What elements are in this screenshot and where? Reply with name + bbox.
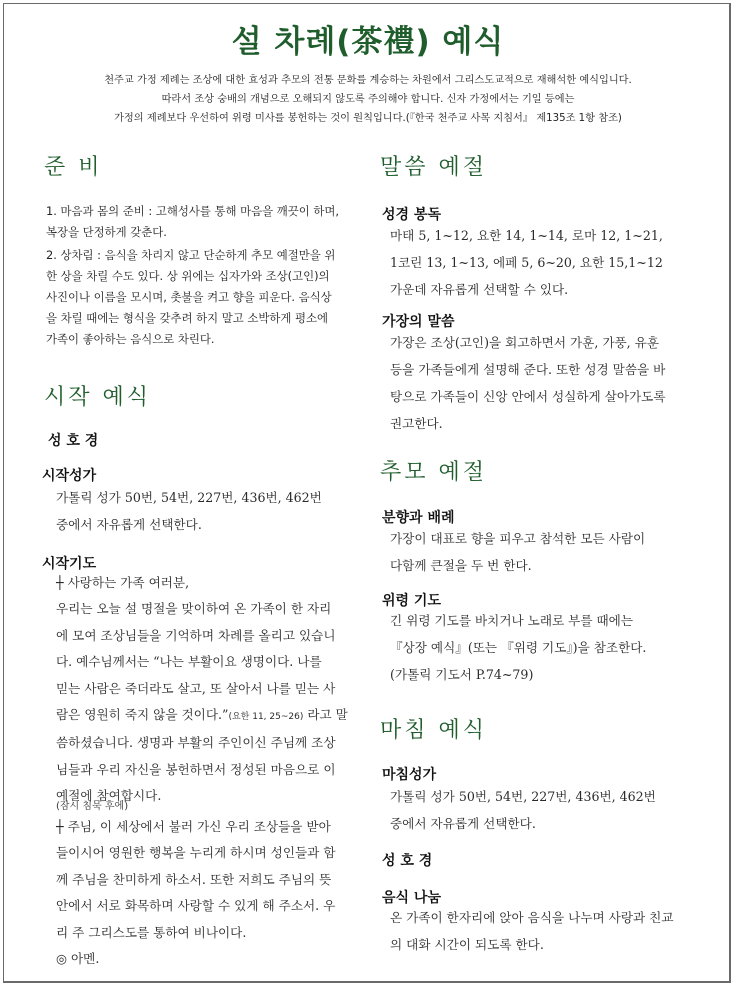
para-line: 긴 위령 기도를 바치거나 노래로 부를 때에는 [390, 613, 633, 628]
para-line: 『상장 예식』(또는 『위령 기도』)을 참조한다. [390, 640, 647, 655]
intro-line: 가정의 제례보다 우선하여 위령 미사를 봉헌하는 것이 원칙입니다.(『한국 천주교 사목 지침서』 제135조 1항 참조) [114, 113, 622, 124]
quote-after: 라고 말 [303, 707, 348, 723]
para-line: 가장이 대표로 향을 피우고 참석한 모든 사람이 [390, 531, 646, 546]
closing-hymn-text [390, 783, 656, 837]
reading-title: 성경 봉독 [382, 207, 441, 223]
prep-item-2 [46, 245, 335, 350]
para-line: 예절에 참여합시다. [56, 788, 162, 804]
prep-item-1 [46, 201, 339, 243]
opening-hymn-text [56, 484, 322, 538]
para-line: 들이시어 영원한 행복을 누리게 하시며 성인들과 함 [56, 845, 336, 861]
incense-title: 분향과 배례 [382, 510, 455, 526]
opening-prayer-title: 시작기도 [42, 556, 97, 572]
para-line: ┼ 주님, 이 세상에서 불러 가신 우리 조상들을 받아 [56, 819, 331, 834]
para-line: 중에서 자유롭게 선택한다. [56, 517, 202, 532]
para-line: 중에서 자유롭게 선택한다. [390, 816, 536, 831]
para-line: 마태 5, 1~12, 요한 14, 1~14, 로마 12, 1~21, [390, 228, 663, 243]
para-line: 가장은 조상(고인)을 회고하면서 가훈, 가풍, 유훈 [390, 335, 659, 350]
list-line: 복장을 단정하게 갖춘다. [46, 225, 167, 239]
list-line: 2. 상차림 : 음식을 차리지 않고 단순하게 추모 예절만을 위 [46, 248, 336, 262]
para-line [56, 702, 348, 730]
para-line: 안에서 서로 화목하며 사랑할 수 있게 해 주소서. 우 [56, 898, 336, 914]
bible-reference: (요한 11, 25~26) [228, 712, 304, 723]
opening-hymn-title: 시작성가 [42, 468, 97, 484]
meal-text [390, 904, 674, 958]
section-heading-word: 말씀 예절 [380, 155, 488, 180]
silence-note: (잠시 침묵 후에) [56, 801, 129, 812]
memorial-prayer-text [390, 607, 646, 688]
list-line: 1. 마음과 몸의 준비 : 고해성사를 통해 마음을 깨끗이 하며, [46, 204, 339, 218]
amen-line: ◎ 아멘. [56, 951, 100, 967]
meal-title: 음식 나눔 [382, 890, 441, 906]
sign-of-cross-label: 성 호 경 [48, 433, 99, 449]
list-line: 가족이 좋아하는 음식으로 차린다. [46, 332, 215, 346]
quote-text: 람은 영원히 죽지 않을 것이다.” [56, 707, 229, 723]
section-heading-memorial: 추모 예절 [380, 460, 488, 485]
intro-text [40, 71, 696, 128]
opening-prayer-1 [56, 570, 348, 810]
para-line: 온 가족이 한자리에 앉아 음식을 나누며 사랑과 친교 [390, 910, 674, 925]
opening-prayer-2 [56, 814, 336, 972]
para-line: ┼ 사랑하는 가족 여러분, [56, 575, 190, 590]
para-line: 께 주님을 찬미하게 하소서. 또한 저희도 주님의 뜻 [56, 871, 332, 887]
page-title: 설 차례(茶禮) 예식 [231, 24, 505, 60]
incense-text [390, 525, 645, 579]
reading-text [390, 222, 663, 303]
para-line: 의 대화 시간이 되도록 한다. [390, 937, 544, 952]
para-line: 탕으로 가족들이 신앙 안에서 성실하게 살아가도록 [390, 389, 666, 404]
para-line: 가톨릭 성가 50번, 54번, 227번, 436번, 462번 [56, 490, 322, 505]
para-line: 님들과 우리 자신을 봉헌하면서 정성된 마음으로 이 [56, 761, 336, 777]
family-word-title: 가장의 말씀 [382, 314, 455, 330]
list-line: 한 상을 차릴 수도 있다. 상 위에는 십자가와 조상(고인)의 [46, 269, 330, 283]
family-word-text [390, 329, 666, 437]
intro-line: 천주교 가정 제례는 조상에 대한 효성과 추모의 전통 문화를 계승하는 차원에서 그리스도교적으로 재해석한 예식입니다. [104, 75, 632, 86]
intro-line: 따라서 조상 숭배의 개념으로 오해되지 않도록 주의해야 합니다. 신자 가정에서는 기일 등에는 [161, 94, 575, 105]
closing-sign-of-cross: 성 호 경 [382, 853, 433, 869]
para-line: 가톨릭 성가 50번, 54번, 227번, 436번, 462번 [390, 789, 656, 804]
para-line: 1코린 13, 1~13, 에페 5, 6~20, 요한 15,1~12 [390, 255, 663, 270]
memorial-prayer-title: 위령 기도 [382, 593, 441, 609]
para-line: 씀하셨습니다. 생명과 부활의 주인이신 주님께 조상 [56, 735, 336, 751]
para-line: 다함께 큰절을 두 번 한다. [390, 558, 532, 573]
list-line: 사진이나 이름을 모시며, 촛불을 켜고 향을 피운다. 음식상 [46, 290, 332, 304]
para-line: 우리는 오늘 설 명절을 맞이하여 온 가족이 한 자리 [56, 601, 332, 617]
para-line: 가운데 자유롭게 선택할 수 있다. [390, 282, 569, 297]
section-heading-opening: 시작 예식 [44, 385, 152, 410]
section-heading-closing: 마침 예식 [380, 718, 488, 743]
para-line: 믿는 사람은 죽더라도 살고, 또 살아서 나를 믿는 사 [56, 680, 336, 696]
closing-hymn-title: 마침성가 [382, 767, 437, 783]
para-line: 다. 예수님께서는 “나는 부활이요 생명이다. 나를 [56, 654, 322, 670]
para-line: 리 주 그리스도를 통하여 비나이다. [56, 924, 247, 940]
para-line: 등을 가족들에게 설명해 준다. 또한 성경 말씀을 바 [390, 362, 666, 377]
para-line: 에 모여 조상님들을 기억하며 차례를 올리고 있습니 [56, 627, 336, 643]
para-line: (가톨릭 기도서 P.74~79) [390, 667, 534, 682]
section-heading-prep: 준 비 [44, 155, 103, 180]
para-line: 권고한다. [390, 416, 443, 431]
list-line: 을 차릴 때에는 형식을 갖추려 하지 말고 소박하게 평소에 [46, 311, 329, 325]
